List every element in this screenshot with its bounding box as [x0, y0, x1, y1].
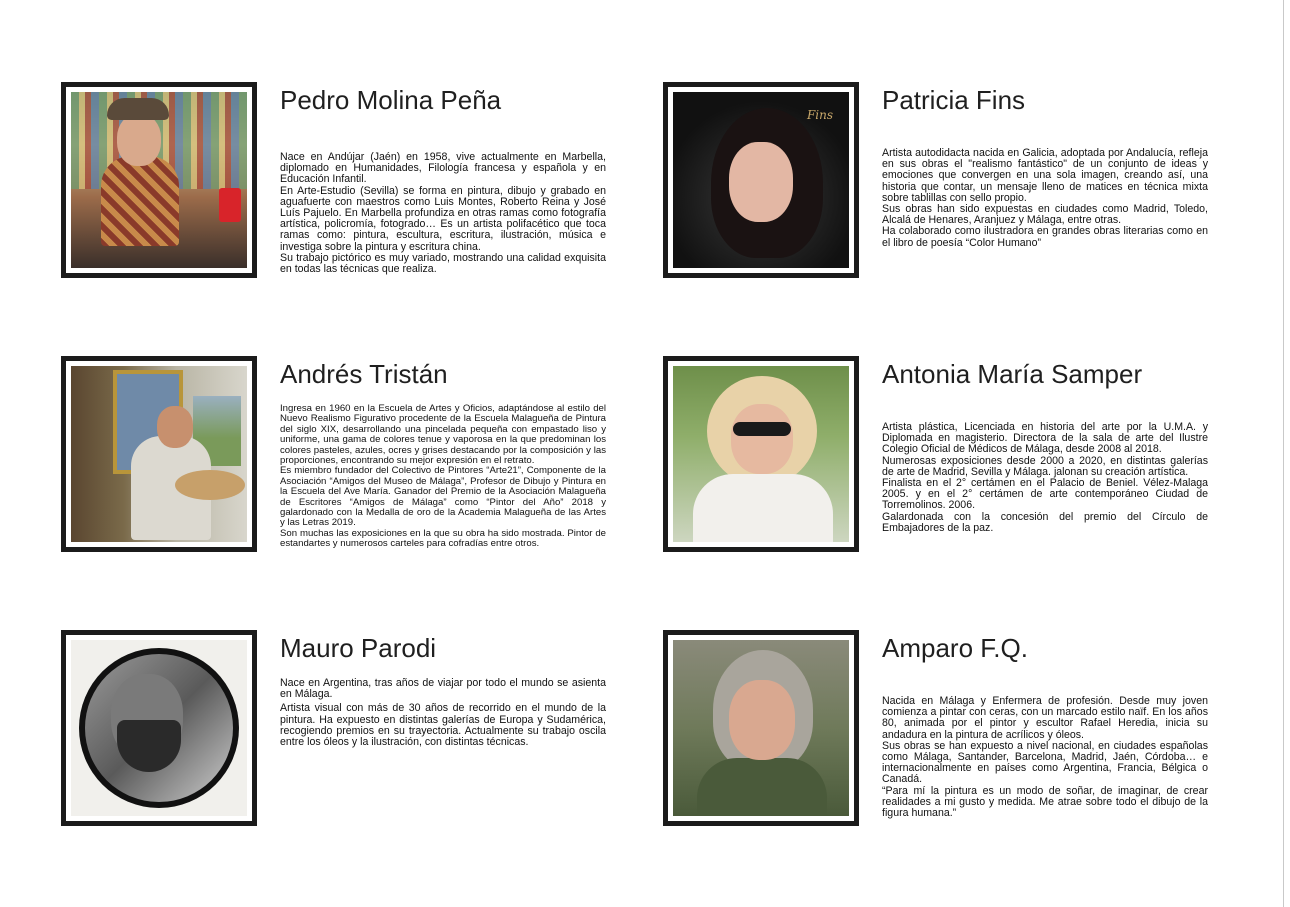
artist-name: Antonia María Samper	[882, 359, 1143, 389]
photo-frame	[663, 82, 859, 278]
artist-bio	[882, 696, 1208, 819]
profile-patricia-fins	[663, 82, 1223, 322]
page-edge-divider	[1283, 0, 1284, 907]
artist-photo	[71, 640, 247, 816]
artist-name: Mauro Parodi	[280, 633, 437, 663]
bio-paragraph: Son muchas las exposiciones en la que su obra ha sido mostrada. Pintor de estandartes y numerosos carteles para cofradías entre otros.	[280, 527, 606, 550]
bio-paragraph: Artista plástica, Licenciada en historia del arte por la U.M.A. y Diplomada en magisterio. Directora de la sala de arte del Ilustre Colegio Oficial de Médicos de Málaga, desde 2008 al 2018.	[882, 421, 1208, 456]
bio-paragraph: Artista visual con más de 30 años de recorrido en el mundo de la pintura. Ha expuesto en distintas galerías de Europa y Sudamérica, recogiendo premios en su trayectoria. Actualmente su trabajo oscila entre los óleos y la ilustración, con distintas técnicas.	[280, 702, 606, 749]
bio-paragraph: Sus obras han sido expuestas en ciudades como Madrid, Toledo, Alcalá de Henares, Aranjuez y Málaga, entre otras.	[882, 203, 1208, 227]
bio-paragraph: Su trabajo pictórico es muy variado, mostrando una calidad exquisita en todas las técnicas que realiza.	[280, 251, 606, 276]
artist-bio	[280, 404, 606, 550]
artist-photo	[71, 366, 247, 542]
bio-paragraph: En Arte-Estudio (Sevilla) se forma en pintura, dibujo y grabado en aguafuerte con maestros como Luis Montes, Roberto Reina y José Luís Pajuelo. En Marbella profundiza en otras ramas como fotografía artística, policromía, fotogrado… Es un artista polifacético que toca ramas como: pintura, escultura, escritura, ilustración, música e investiga sobre la pintura y escritura china.	[280, 184, 606, 253]
artist-name: Patricia Fins	[882, 85, 1026, 115]
bio-paragraph: Numerosas exposiciones desde 2000 a 2020, en distintas galerías de arte de Madrid, Sevilla y Málaga. jalonan su creación artística.	[882, 454, 1208, 478]
photo-frame	[61, 630, 257, 826]
bio-paragraph: Nacida en Málaga y Enfermera de profesión. Desde muy joven comienza a pintar con ceras, con un marcado estilo naïf. En los años 80, animada por el pintor y escultor Rafael Heredia, inicia su andadura en la pintura de acrílicos y óleos.	[882, 695, 1208, 741]
artist-photo	[673, 640, 849, 816]
artist-bio	[280, 678, 606, 748]
artist-photo	[673, 366, 849, 542]
photo-frame	[663, 630, 859, 826]
artist-name: Andrés Tristán	[280, 359, 448, 389]
artist-name: Pedro Molina Peña	[280, 85, 502, 115]
profile-antonia-maria-samper	[663, 356, 1223, 596]
bio-paragraph: Nace en Andújar (Jaén) en 1958, vive actualmente en Marbella, diplomado en Humanidades, Filología francesa y española y en Educación Infantil.	[280, 151, 606, 186]
photo-frame	[61, 82, 257, 278]
artist-name: Amparo F.Q.	[882, 633, 1028, 663]
profile-pedro-molina-pena	[61, 82, 621, 322]
photo-frame	[663, 356, 859, 552]
artist-photo	[71, 92, 247, 268]
bio-paragraph: Ingresa en 1960 en la Escuela de Artes y Oficios, adaptándose al estilo del Nuevo Realismo Figurativo procedente de la Escuela Malagueña de Pintura del siglo XIX, desarrollando una pincelada pequeña con empastado liso y uniforme, una gama de colores tenue y vaporosa en la que predominan los colores pasteles, azules, ocres y grises destacando por la composición y las proporciones, encontrando su mejor expresión en el retrato.	[280, 403, 606, 467]
bio-paragraph: Ha colaborado como ilustradora en grandes obras literarias como en el libro de poesía “Color Humano”	[882, 225, 1208, 249]
bio-paragraph: Artista autodidacta nacida en Galicia, adoptada por Andalucía, refleja en sus obras el "realismo fantástico" de un conjunto de ideas y emociones que convergen en una sola imagen, creando así, una historia que contar, un mensaje lleno de matices en técnica mixta sobre tablillas con sello propio.	[882, 147, 1208, 204]
bio-paragraph: Nace en Argentina, tras años de viajar por todo el mundo se asienta en Málaga.	[280, 677, 606, 701]
bio-paragraph: “Para mí la pintura es un modo de soñar, de imaginar, de crear realidades a mi gusto y medida. Me atrae sobre todo el dibujo de la figura humana.”	[882, 784, 1208, 820]
profile-mauro-parodi	[61, 630, 621, 870]
artist-bio	[882, 148, 1208, 249]
bio-paragraph: Finalista en el 2° certámen en el Palacio de Beniel. Vélez-Malaga 2005. y en el 2° certámen de arte contemporáneo Ciudad de Torremolinos. 2006.	[882, 477, 1208, 512]
artist-photo	[673, 92, 849, 268]
artist-bio	[280, 152, 606, 275]
bio-paragraph: Es miembro fundador del Colectivo de Pintores “Arte21”, Componente de la Asociación “Amigos del Museo de Málaga”, Profesor de Dibujo y Pintura en la Escuela del Ave María. Ganador del Premio de la Asociación Malagueña de Escritores “Amigos de Málaga” como “Pintor del Año” 2018 y galardonado con la Medalla de oro de la Academia Malagueña de las Artes y las Letras 2019.	[280, 465, 606, 529]
bio-paragraph: Sus obras se han expuesto a nivel nacional, en ciudades españolas como Málaga, Santander, Barcelona, Madrid, Jaén, Córdoba… e internacionalmente en países como Argentina, Francia, Bélgica o Canadá.	[882, 739, 1208, 786]
photo-frame	[61, 356, 257, 552]
bio-paragraph: Galardonada con la concesión del premio del Círculo de Embajadores de la paz.	[882, 510, 1208, 534]
profile-andres-tristan	[61, 356, 621, 596]
signature-mark: Fins	[806, 108, 833, 122]
artist-bio	[882, 422, 1208, 534]
profile-amparo-fq	[663, 630, 1223, 870]
